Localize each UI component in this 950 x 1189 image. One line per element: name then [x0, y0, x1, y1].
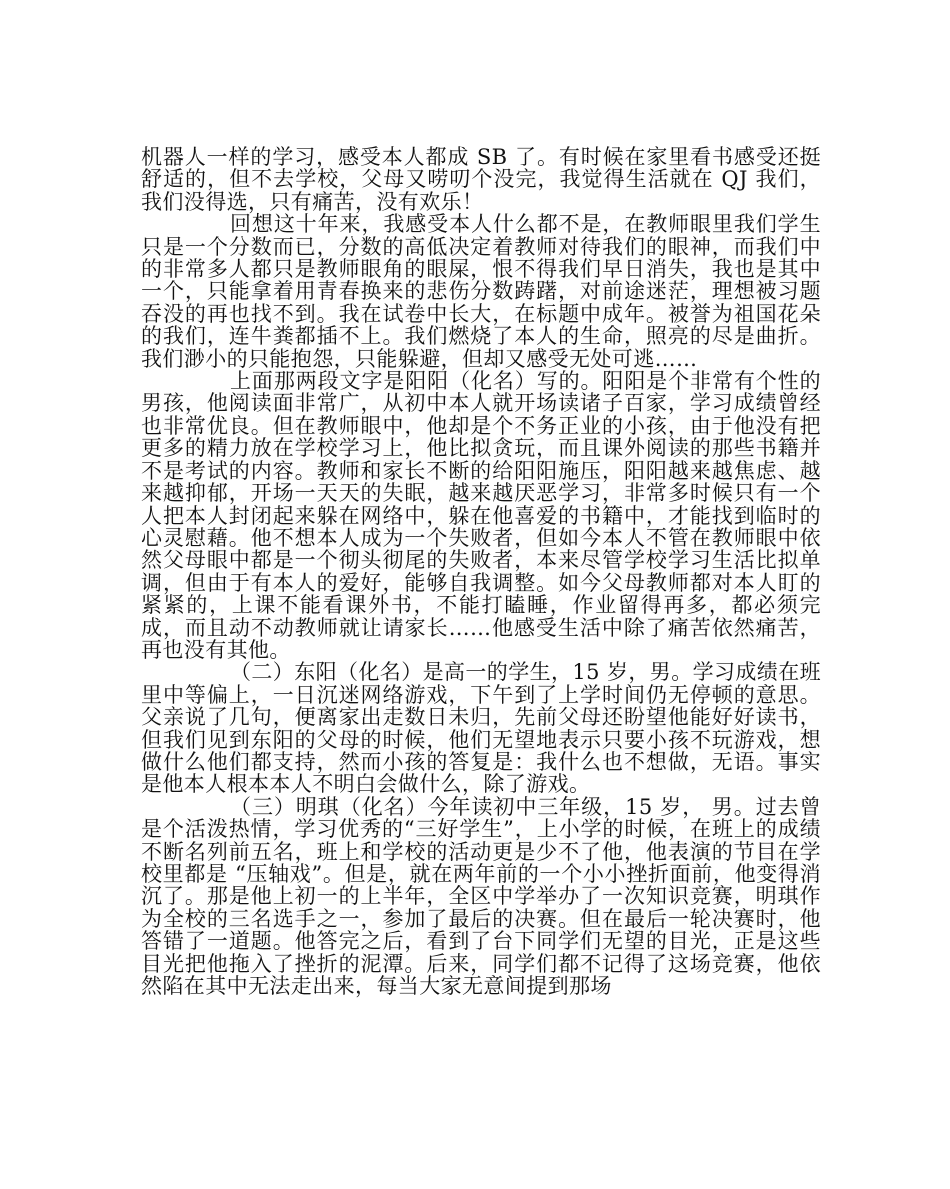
document-body — [141, 146, 821, 997]
paragraph-3: 上面那两段文字是阳阳（化名）写的。阳阳是个非常有个性的男孩，他阅读面非常广，从初中本人就开场读诸子百家，学习成绩曾经也非常优良。但在教师眼中，他却是个不务正业的小孩，由于他没有把更多的精力放在学校学习上，他比拟贪玩，而且课外阅读的那些书籍并不是考试的内容。教师和家长不断的给阳阳施压，阳阳越来越焦虑、越来越抑郁，开场一天天的失眠，越来越厌恶学习，非常多时候只有一个人把本人封闭起来躲在网络中，躲在他喜爱的书籍中，才能找到临时的心灵慰藉。他不想本人成为一个失败者，但如今本人不管在教师眼中依然父母眼中都是一个彻头彻尾的失败者，本来尽管学校学习生活比拟单调，但由于有本人的爱好，能够自我调整。如今父母教师都对本人盯的紧紧的，上课不能看课外书，不能打瞌睡，作业留得再多，都必须完成，而且动不动教师就让请家长……他感受生活中除了痛苦依然痛苦，再也没有其他。 — [141, 369, 821, 662]
paragraph-4: （二）东阳（化名）是高一的学生，15 岁，男。学习成绩在班里中等偏上，一日沉迷网络游戏，下午到了上学时间仍无停顿的意思。父亲说了几句，便离家出走数日未归，先前父母还盼望他能好好读书，但我们见到东阳的父母的时候，他们无望地表示只要小孩不玩游戏，想做什么他们都支持，然而小孩的答复是：我什么也不想做，无语。事实是他本人根本本人不明白会做什么，除了游戏。 — [141, 660, 821, 797]
paragraph-1: 机器人一样的学习，感受本人都成 SB 了。有时候在家里看书感受还挺舒适的，但不去学校，父母又唠叨个没完，我觉得生活就在 QJ 我们，我们没得选，只有痛苦，没有欢乐！ — [141, 145, 821, 214]
paragraph-2: 回想这十年来，我感受本人什么都不是，在教师眼里我们学生只是一个分数而已，分数的高低决定着教师对待我们的眼神，而我们中的非常多人都只是教师眼角的眼屎，恨不得我们早日消失，我也是其中一个，只能拿着用青春换来的悲伤分数踌躇，对前途迷茫，理想被习题吞没的再也找不到。我在试卷中长大，在标题中成年。被誉为祖国花朵的我们，连牛粪都插不上。我们燃烧了本人的生命，照亮的尽是曲折。 我们渺小的只能抱怨，只能躲避，但却又感受无处可逃…… — [141, 212, 821, 371]
paragraph-5: （三）明琪（化名）今年读初中三年级，15 岁， 男。过去曾是个活泼热情，学习优秀的“三好学生”，上小学的时候，在班上的成绩不断名列前五名，班上和学校的活动更是少不了他，他表演的节目在学校里都是 “压轴戏”。但是，就在两年前的一个小小挫折面前，他变得消沉了。那是他上初一的上半年，全区中学举办了一次知识竞赛，明琪作 为全校的三名选手之一，参加了最后的决赛。但在最后一轮决赛时，他答错了一道题。他答完之后，看到了台下同学们无望的目光，正是这些目光把他拖入了挫折的泥潭。后来，同学们都不记得了这场竞赛，他依然陷在其中无法走出来，每当大家无意间提到那场 — [141, 794, 821, 999]
